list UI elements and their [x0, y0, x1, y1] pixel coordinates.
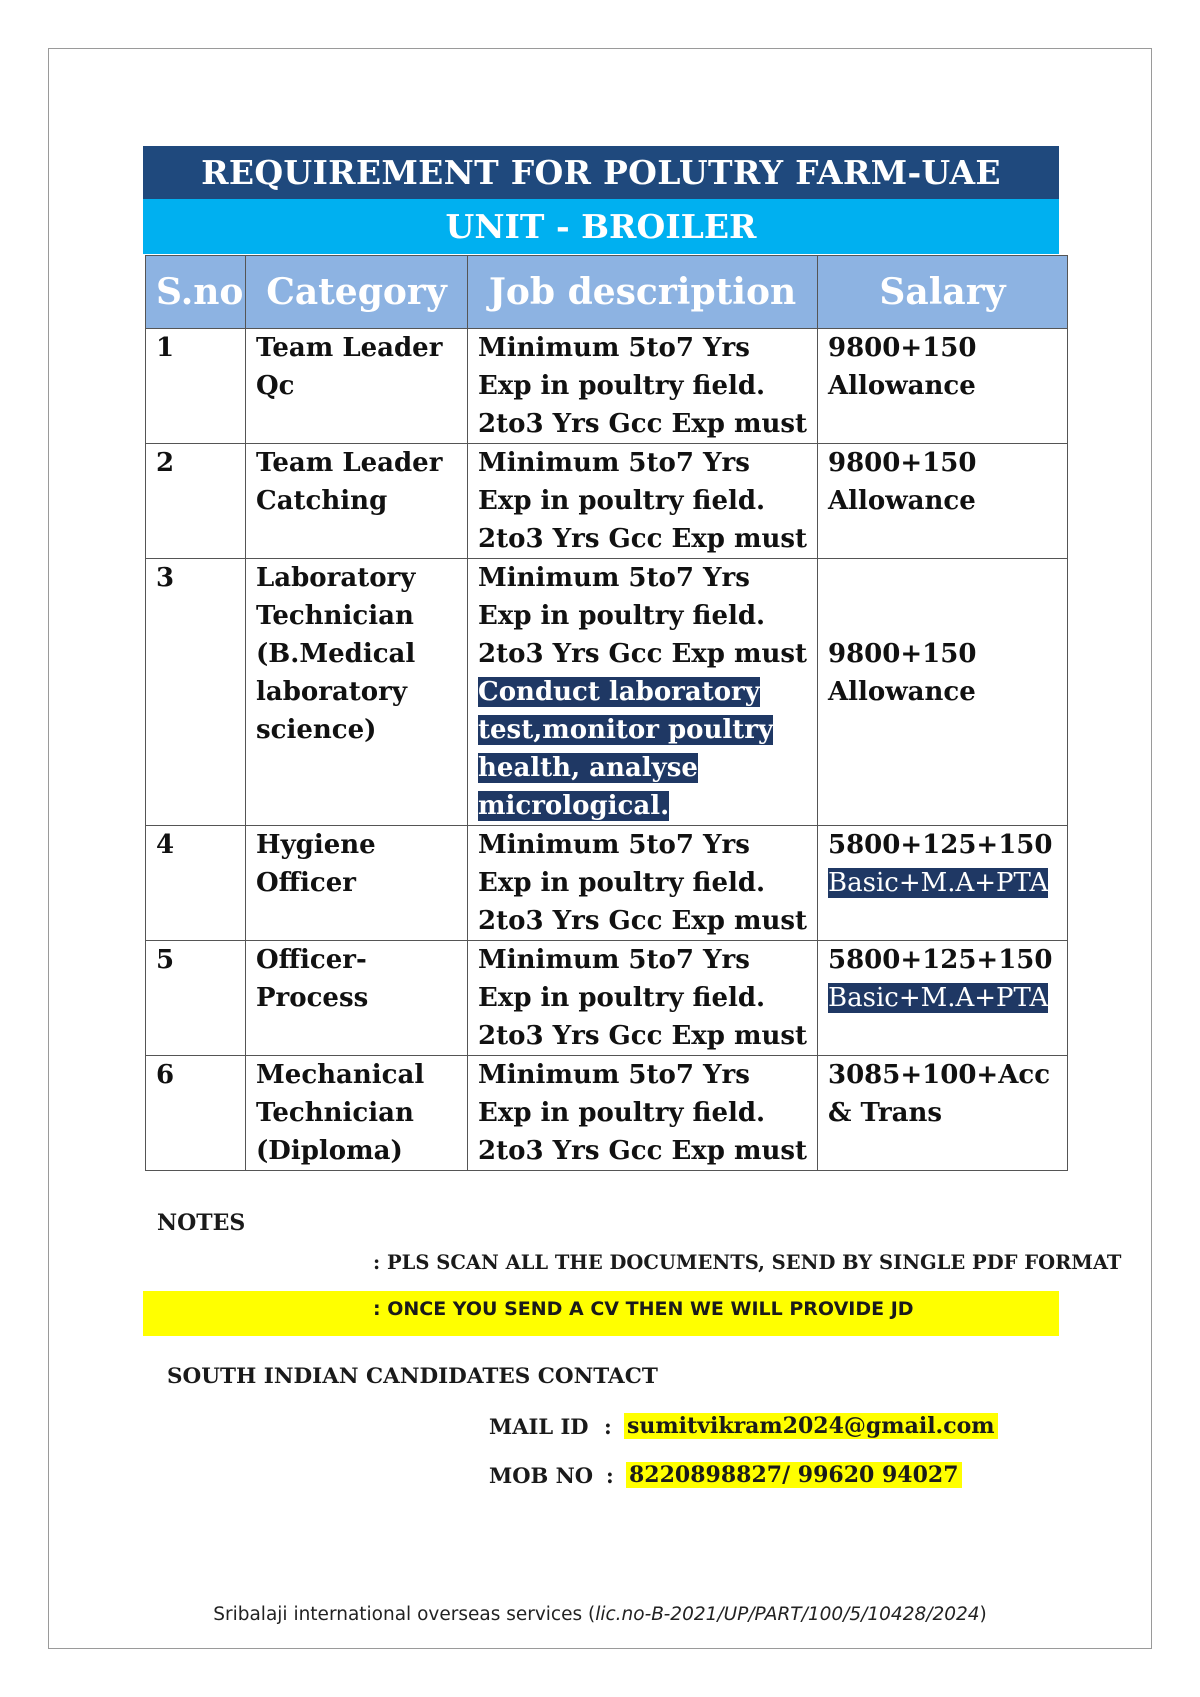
salary-line: & Trans — [828, 1098, 943, 1128]
title-banner — [143, 146, 1059, 199]
mail-value[interactable]: sumitvikram2024@gmail.com — [624, 1413, 998, 1439]
category-line: (Diploma) — [256, 1136, 403, 1166]
row-description — [468, 941, 818, 1056]
highlight-text: test,monitor poultry — [478, 715, 774, 745]
description-highlight-line — [478, 787, 807, 825]
row-sno: 5 — [146, 941, 246, 1056]
description-line: Minimum 5to7 Yrs — [478, 333, 750, 363]
page-subtitle: UNIT - BROILER — [445, 207, 757, 246]
row-sno: 1 — [146, 329, 246, 444]
row-salary — [818, 1056, 1068, 1171]
row-sno: 3 — [146, 559, 246, 826]
salary-line: 5800+125+150 — [828, 945, 1053, 975]
page-title: REQUIREMENT FOR POLUTRY FARM-UAE — [201, 153, 1001, 192]
row-category — [246, 826, 468, 941]
mail-separator: : — [604, 1414, 612, 1439]
row-description — [468, 1056, 818, 1171]
table-row — [146, 559, 1068, 826]
row-description — [468, 444, 818, 559]
salary-line: Allowance — [828, 677, 976, 707]
description-line: 2to3 Yrs Gcc Exp must — [478, 1021, 808, 1051]
highlight-text: health, analyse — [478, 753, 698, 783]
notes-label: NOTES — [157, 1210, 246, 1236]
description-line: Exp in poultry field. — [478, 371, 766, 401]
table-row — [146, 444, 1068, 559]
description-line: Minimum 5to7 Yrs — [478, 448, 750, 478]
highlight-text: Conduct laboratory — [478, 677, 760, 707]
footer-close: ) — [979, 1604, 987, 1625]
category-line: Catching — [256, 486, 388, 516]
description-line: 2to3 Yrs Gcc Exp must — [478, 906, 808, 936]
description-line: Exp in poultry field. — [478, 1098, 766, 1128]
description-line: Exp in poultry field. — [478, 983, 766, 1013]
row-category — [246, 444, 468, 559]
contact-heading: SOUTH INDIAN CANDIDATES CONTACT — [167, 1364, 658, 1389]
mob-separator: : — [606, 1463, 614, 1488]
salary-line: 3085+100+Acc — [828, 1060, 1051, 1090]
row-salary — [818, 826, 1068, 941]
row-sno: 4 — [146, 826, 246, 941]
description-line: Exp in poultry field. — [478, 601, 766, 631]
table-row — [146, 329, 1068, 444]
row-sno: 2 — [146, 444, 246, 559]
table-row — [146, 826, 1068, 941]
description-highlight-line — [478, 711, 807, 749]
note-pdf-format: : PLS SCAN ALL THE DOCUMENTS, SEND BY SINGLE PDF FORMAT — [373, 1251, 1122, 1274]
mob-label: MOB NO — [489, 1463, 594, 1488]
salary-highlight-line — [828, 979, 1057, 1017]
salary-block — [828, 559, 1057, 711]
category-line: Mechanical — [256, 1060, 425, 1090]
salary-breakdown: Basic+M.A+PTA — [828, 868, 1049, 898]
description-line: Exp in poultry field. — [478, 868, 766, 898]
footer-company: Sribalaji international overseas services ( — [213, 1604, 596, 1625]
mob-value[interactable]: 8220898827/ 99620 94027 — [626, 1462, 962, 1488]
note-cv-jd: : ONCE YOU SEND A CV THEN WE WILL PROVIDE JD — [373, 1298, 914, 1320]
row-salary — [818, 444, 1068, 559]
category-line: Laboratory — [256, 563, 416, 593]
row-description — [468, 559, 818, 826]
row-category — [246, 941, 468, 1056]
row-description — [468, 826, 818, 941]
description-line: Minimum 5to7 Yrs — [478, 1060, 750, 1090]
jobs-table — [145, 255, 1068, 1171]
salary-highlight-line — [828, 864, 1057, 902]
description-line: 2to3 Yrs Gcc Exp must — [478, 524, 808, 554]
category-line: Technician — [256, 1098, 414, 1128]
row-description — [468, 329, 818, 444]
category-line: laboratory — [256, 677, 407, 707]
category-line: Team Leader — [256, 448, 443, 478]
salary-line: Allowance — [828, 371, 976, 401]
category-line: Team Leader — [256, 333, 443, 363]
description-line: 2to3 Yrs Gcc Exp must — [478, 639, 808, 669]
row-category — [246, 1056, 468, 1171]
header-sno: S.no — [146, 256, 246, 329]
description-line: Minimum 5to7 Yrs — [478, 830, 750, 860]
row-salary — [818, 329, 1068, 444]
header-salary: Salary — [818, 256, 1068, 329]
category-line: Officer- — [256, 945, 367, 975]
category-line: Qc — [256, 371, 295, 401]
category-line: science) — [256, 715, 377, 745]
description-highlight-line — [478, 673, 807, 711]
row-sno: 6 — [146, 1056, 246, 1171]
description-highlight-line — [478, 749, 807, 787]
description-line: 2to3 Yrs Gcc Exp must — [478, 409, 808, 439]
description-line: Minimum 5to7 Yrs — [478, 945, 750, 975]
salary-line: Allowance — [828, 486, 976, 516]
category-line: Process — [256, 983, 369, 1013]
row-salary — [818, 559, 1068, 826]
header-category: Category — [246, 256, 468, 329]
salary-breakdown: Basic+M.A+PTA — [828, 983, 1049, 1013]
category-line: (B.Medical — [256, 639, 416, 669]
salary-line: 9800+150 — [828, 333, 977, 363]
mail-label: MAIL ID — [489, 1414, 589, 1439]
salary-line: 9800+150 — [828, 448, 977, 478]
subtitle-banner — [143, 199, 1059, 254]
salary-line: 9800+150 — [828, 639, 977, 669]
table-header-row — [146, 256, 1068, 329]
header-description: Job description — [468, 256, 818, 329]
salary-line: 5800+125+150 — [828, 830, 1053, 860]
highlight-text: micrological. — [478, 791, 670, 821]
description-line: 2to3 Yrs Gcc Exp must — [478, 1136, 808, 1166]
category-line: Hygiene — [256, 830, 376, 860]
row-salary — [818, 941, 1068, 1056]
row-category — [246, 559, 468, 826]
description-line: Exp in poultry field. — [478, 486, 766, 516]
footer-license: lic.no-B-2021/UP/PART/100/5/10428/2024 — [595, 1604, 980, 1625]
category-line: Technician — [256, 601, 414, 631]
row-category — [246, 329, 468, 444]
table-row — [146, 1056, 1068, 1171]
description-line: Minimum 5to7 Yrs — [478, 563, 750, 593]
footer — [0, 1604, 1200, 1625]
table-row — [146, 941, 1068, 1056]
category-line: Officer — [256, 868, 356, 898]
